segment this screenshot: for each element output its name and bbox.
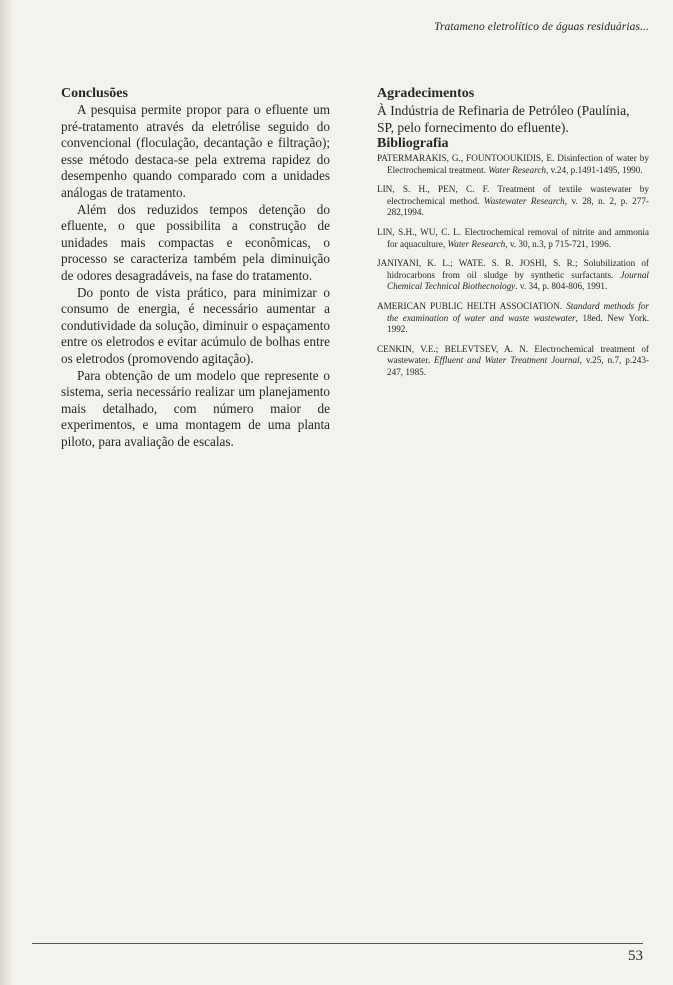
reference-details: , v. 30, n.3, p 715-721, 1996. xyxy=(505,238,612,249)
reference-journal: Standard methods for the examination of water and waste wastewater xyxy=(387,300,649,323)
reference-journal: Effluent and Water Treatment Journal xyxy=(434,355,580,366)
reference-details: , 18ed. New York. 1992. xyxy=(387,312,650,335)
page-edge-shadow xyxy=(0,0,14,985)
reference-text: JANIYANI, K. L.; WATE. S. R. JOSHI, S. R.; Solubilization of hidrocarbons from oil sludge by synthetic surfactants. xyxy=(377,258,649,280)
reference-journal: Wastewater Research xyxy=(483,195,565,206)
reference-details: . v. 34, p. 804-806, 1991. xyxy=(515,281,608,292)
reference-text: CENKIN, V.E.; BELEVTSEV, A. N. Electrochemical treatment of wastewater. xyxy=(377,343,649,366)
reference-details: , v.25, n.7, p.243-247, 1985. xyxy=(387,355,649,377)
reference-text: LIN, S. H., PEN, C. F. Treatment of textile wastewater by electrochemical method. xyxy=(377,184,649,206)
reference-text: LIN, S.H., WU, C. L. Electrochemical removal of nitrite and ammonia for aquaculture, xyxy=(377,226,649,249)
conclusions-paragraph: A pesquisa permite propor para o efluente um pré-tratamento através da eletrólise seguido do convencional (floculação, decantação e filtração); esse método destaca-se pela extrema rapidez do desempenho quando comparado com a unidades análogas de tratamento. xyxy=(61,102,330,200)
bibliography-title: Bibliografia xyxy=(377,136,449,151)
reference-journal: Water Research xyxy=(447,238,506,249)
conclusions-paragraph: Além dos reduzidos tempos detenção do efluente, o que possibilita a construção de unidades mais compactas e econômicas, o processo se caracteriza também pela diminuição de odores desagradáveis, na fase do tratamento. xyxy=(61,201,330,283)
acknowledgements-text: À Indústria de Refinaria de Petróleo (Paulínia, SP, pelo fornecimento do efluente). xyxy=(377,103,630,135)
bibliography-list xyxy=(377,153,649,379)
conclusions-paragraph: Do ponto de vista prático, para minimizar o consumo de energia, é necessário aumentar a condutividade da solução, diminuir o espaçamento entre os eletrodos e evitar acúmulo de bolhas entre os eletrodos (promovendo agitação). xyxy=(61,284,330,366)
reference-item xyxy=(377,184,649,219)
footer-rule xyxy=(32,943,643,944)
reference-item xyxy=(377,227,649,250)
reference-item xyxy=(377,153,649,176)
page-number: 53 xyxy=(628,948,643,964)
reference-item xyxy=(377,344,649,379)
conclusions-paragraph: Para obtenção de um modelo que represente o sistema, seria necessário realizar um planejamento mais detalhado, com número maior de experimentos, e uma montagem de uma planta piloto, para avaliação de escalas. xyxy=(61,367,330,449)
conclusions-section xyxy=(61,86,330,450)
right-column xyxy=(377,86,649,387)
reference-journal: Water Research xyxy=(488,164,547,175)
reference-text: PATERMARAKIS, G., FOUNTOOUKIDIS, E. Disinfection of water by Electrochemical treatment. xyxy=(377,153,649,175)
reference-details: , v.24, p.1491-1495, 1990. xyxy=(546,164,643,175)
running-header: Tratameno eletrolítico de águas residuárias... xyxy=(434,21,649,33)
reference-journal: Journal Chemical Technical Biothecnology xyxy=(387,269,649,292)
acknowledgements-title: Agradecimentos xyxy=(377,86,475,101)
reference-item xyxy=(377,301,649,336)
reference-item xyxy=(377,258,649,293)
reference-details: , v. 28, n. 2, p. 277-282,1994. xyxy=(387,195,649,218)
conclusions-title: Conclusões xyxy=(61,86,128,101)
reference-text: AMERICAN PUBLIC HELTH ASSOCIATION. xyxy=(377,300,567,311)
